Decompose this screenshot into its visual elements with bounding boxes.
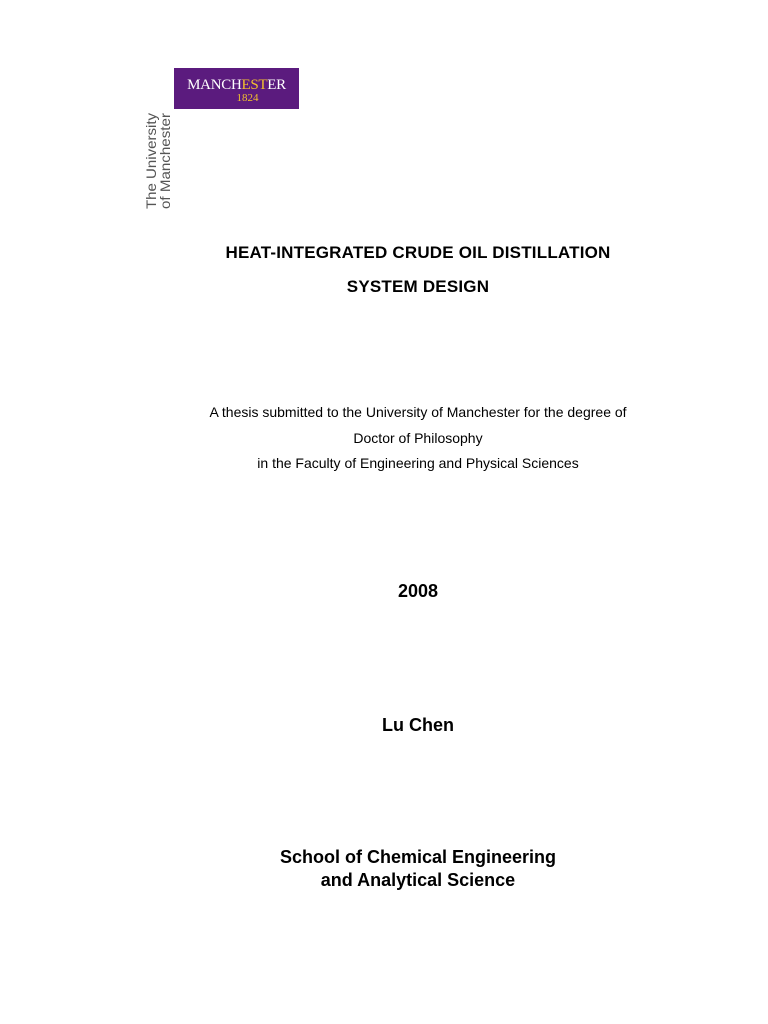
thesis-title-line2: SYSTEM DESIGN (346, 277, 490, 296)
thesis-title-line1: HEAT-INTEGRATED CRUDE OIL DISTILLATION (225, 243, 611, 262)
submission-line3: in the Faculty of Engineering and Physical Sciences (257, 455, 579, 471)
submission-statement (0, 400, 768, 477)
logo-wordmark-highlight: EST (241, 77, 268, 93)
university-name-line1: The University (143, 119, 159, 209)
school-line1: School of Chemical Engineering (279, 847, 557, 867)
university-logo (174, 68, 299, 109)
submission-line2: Doctor of Philosophy (353, 429, 483, 446)
logo-wordmark-part2: ER (267, 77, 286, 93)
author-name: Lu Chen (382, 715, 454, 735)
school-name (0, 846, 768, 892)
submission-year: 2008 (397, 581, 439, 601)
submission-line1: A thesis submitted to the University of Manchester for the degree of (209, 404, 627, 420)
logo-wordmark (174, 77, 299, 93)
logo-year: 1824 (236, 92, 259, 104)
university-name-line2: of Manchester (157, 120, 173, 209)
school-line2: and Analytical Science (320, 870, 516, 890)
university-name-vertical (143, 111, 173, 209)
thesis-title (0, 236, 768, 304)
logo-wordmark-part1: MANCH (187, 77, 242, 93)
